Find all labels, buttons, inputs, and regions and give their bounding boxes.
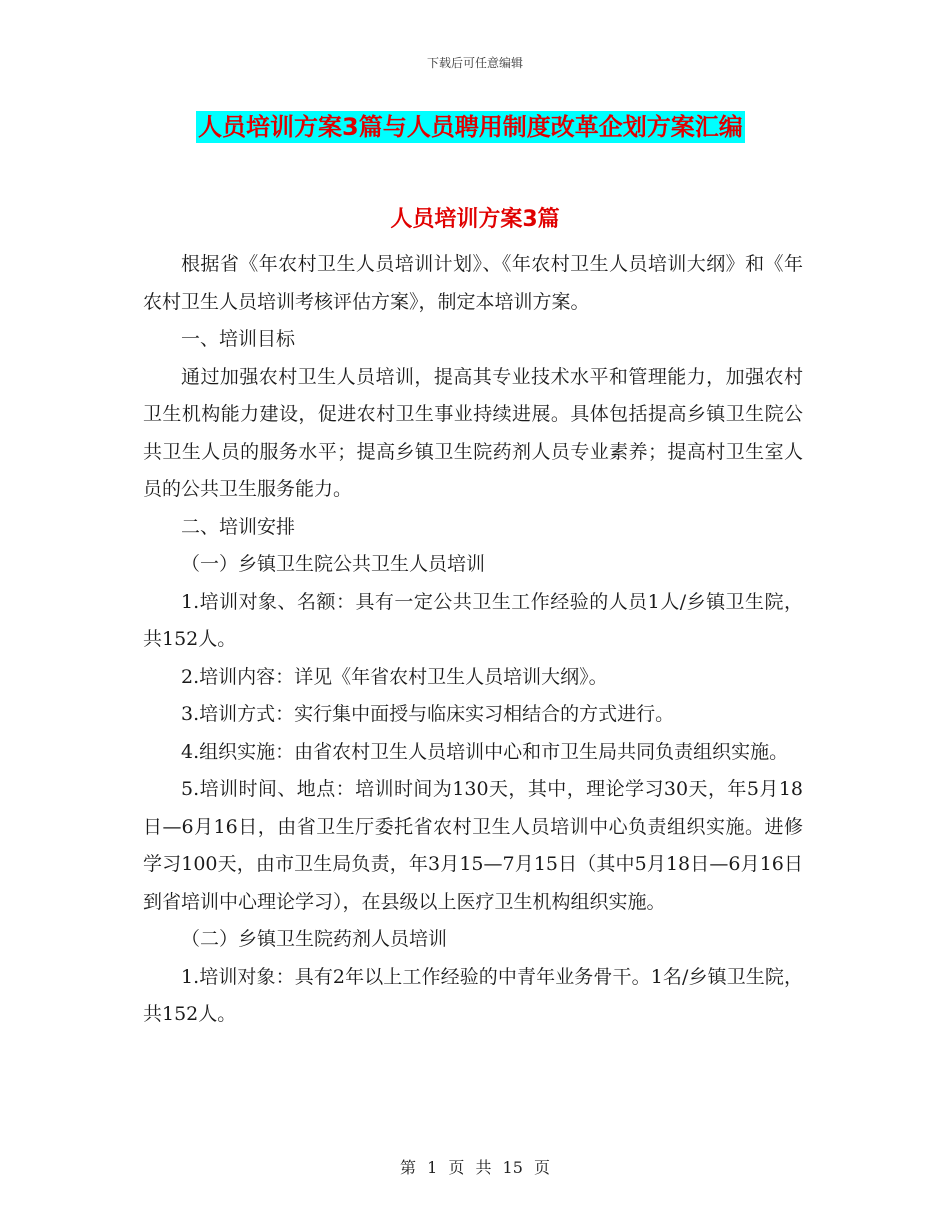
section-title: 人员培训方案3篇: [390, 207, 560, 232]
page-footer: 第 1 页 共 15 页: [400, 1158, 550, 1177]
body-text: [143, 246, 803, 1034]
paragraph-item-4: 4.组织实施：由省农村卫生人员培训中心和市卫生局共同负责组织实施。: [181, 740, 789, 763]
subheading-pharmacy: （二）乡镇卫生院药剂人员培训: [181, 928, 448, 950]
paragraph-item-3: 3.培训方式：实行集中面授与临床实习相结合的方式进行。: [181, 703, 675, 725]
paragraph-item-2: 2.培训内容：详见《年省农村卫生人员培训大纲》。: [181, 665, 608, 688]
document-title: 人员培训方案3篇与人员聘用制度改革企划方案汇编: [198, 113, 743, 141]
paragraph-item-1: 1.培训对象、名额：具有一定公共卫生工作经验的人员1人/乡镇卫生院，共152人。: [143, 590, 803, 650]
heading-goal: 一、培训目标: [181, 328, 296, 350]
paragraph-intro: 根据省《年农村卫生人员培训计划》、《年农村卫生人员培训大纲》和《年农村卫生人员培训考核评估方案》，制定本培训方案。: [143, 253, 803, 313]
paragraph-item-5: 5.培训时间、地点：培训时间为130天，其中，理论学习30天，年5月18日—6月16日，由省卫生厅委托省农村卫生人员培训中心负责组织实施。进修学习100天，由市卫生局负责，年3月15—7月15日（其中5月18日—6月16日到省培训中心理论学习），在县级以上医疗卫生机构组织实施。: [143, 778, 803, 913]
paragraph-goal: 通过加强农村卫生人员培训，提高其专业技术水平和管理能力，加强农村卫生机构能力建设，促进农村卫生事业持续进展。具体包括提高乡镇卫生院公共卫生人员的服务水平；提高乡镇卫生院药剂人员专业素养；提高村卫生室人员的公共卫生服务能力。: [143, 365, 803, 500]
header-note: 下载后可任意编辑: [426, 56, 523, 70]
heading-arrangement: 二、培训安排: [181, 515, 296, 538]
paragraph-pharmacy-item-1: 1.培训对象：具有2年以上工作经验的中青年业务骨干。1名/乡镇卫生院，共152人。: [143, 965, 803, 1025]
subheading-public-health: （一）乡镇卫生院公共卫生人员培训: [181, 553, 486, 575]
